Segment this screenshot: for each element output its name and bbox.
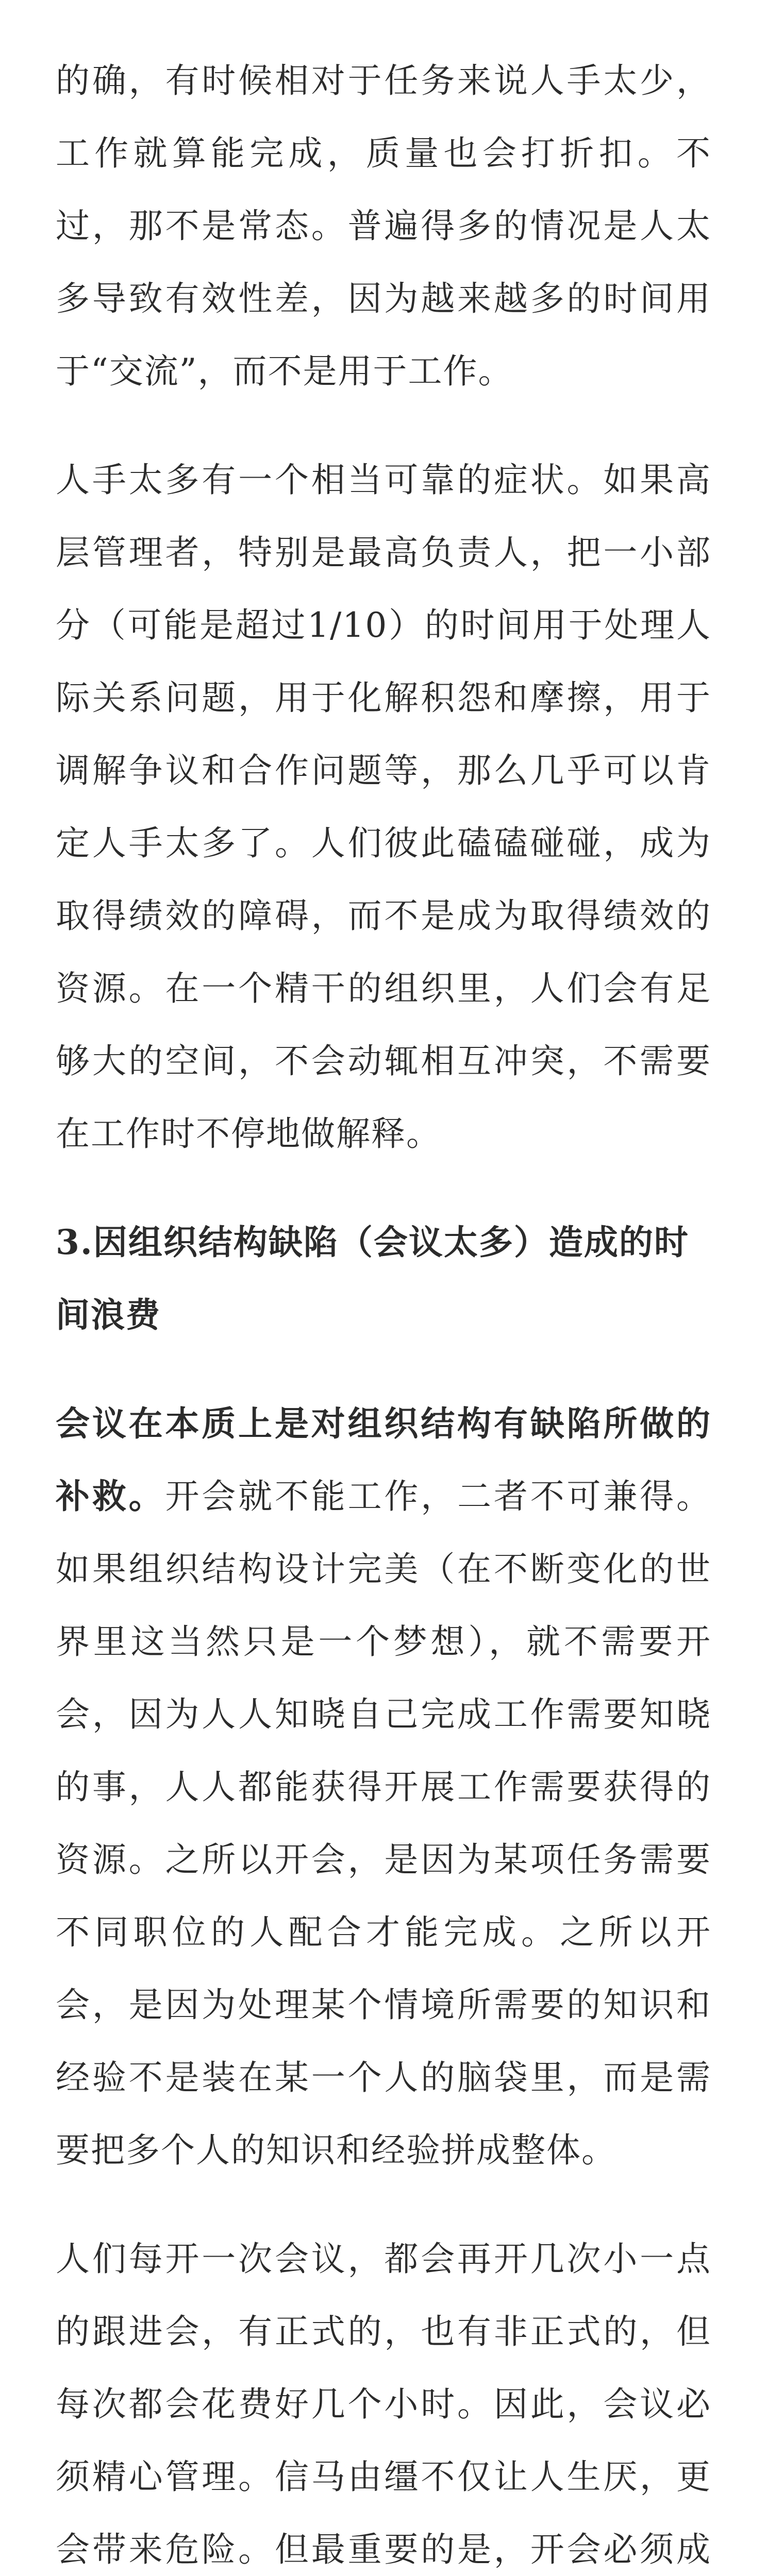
- section-heading: 3.因组织结构缺陷（会议太多）造成的时间浪费: [56, 1222, 689, 1335]
- paragraph-understaffing: 的确，有时候相对于任务来说人手太少，工作就算能完成，质量也会打折扣。不过，那不是常态。普遍得多的情况是人太多导致有效性差，因为越来越多的时间用于“交流”，而不是用于工作。: [56, 61, 711, 391]
- paragraph-meeting-management: 人们每开一次会议，都会再开几次小一点的跟进会，有正式的，也有非正式的，但每次都会花费好几个小时。因此，会议必须精心管理。信马由缰不仅让人生厌，更会带来危险。但最重要的是，开会必须成: [56, 2239, 711, 2569]
- paragraph-overstaffing-symptom: 人手太多有一个相当可靠的症状。如果高层管理者，特别是最高负责人，把一小部分（可能是超过1/10）的时间用于处理人际关系问题，用于化解积怨和摩擦，用于调解争议和合作问题等，那么几乎可以肯定人手太多了。人们彼此磕磕碰碰，成为取得绩效的障碍，而不是成为取得绩效的资源。在一个精干的组织里，人们会有足够大的空间，不会动辄相互冲突，不需要在工作时不停地做解释。: [56, 460, 711, 1154]
- paragraph-meetings: [56, 1387, 711, 2187]
- paragraph-meetings-rest: 开会就不能工作，二者不可兼得。如果组织结构设计完美（在不断变化的世界里这当然只是一个梦想），就不需要开会，因为人人知晓自己完成工作需要知晓的事，人人都能获得开展工作需要获得的资源。之所以开会，是因为某项任务需要不同职位的人配合才能完成。之所以开会，是因为处理某个情境所需要的知识和经验不是装在某一个人的脑袋里，而是需要把多个人的知识和经验拼成整体。: [56, 1477, 712, 2170]
- bold-lead-sentence: 会议在本质上是对组织结构有缺陷所做的补救。: [56, 1403, 711, 1516]
